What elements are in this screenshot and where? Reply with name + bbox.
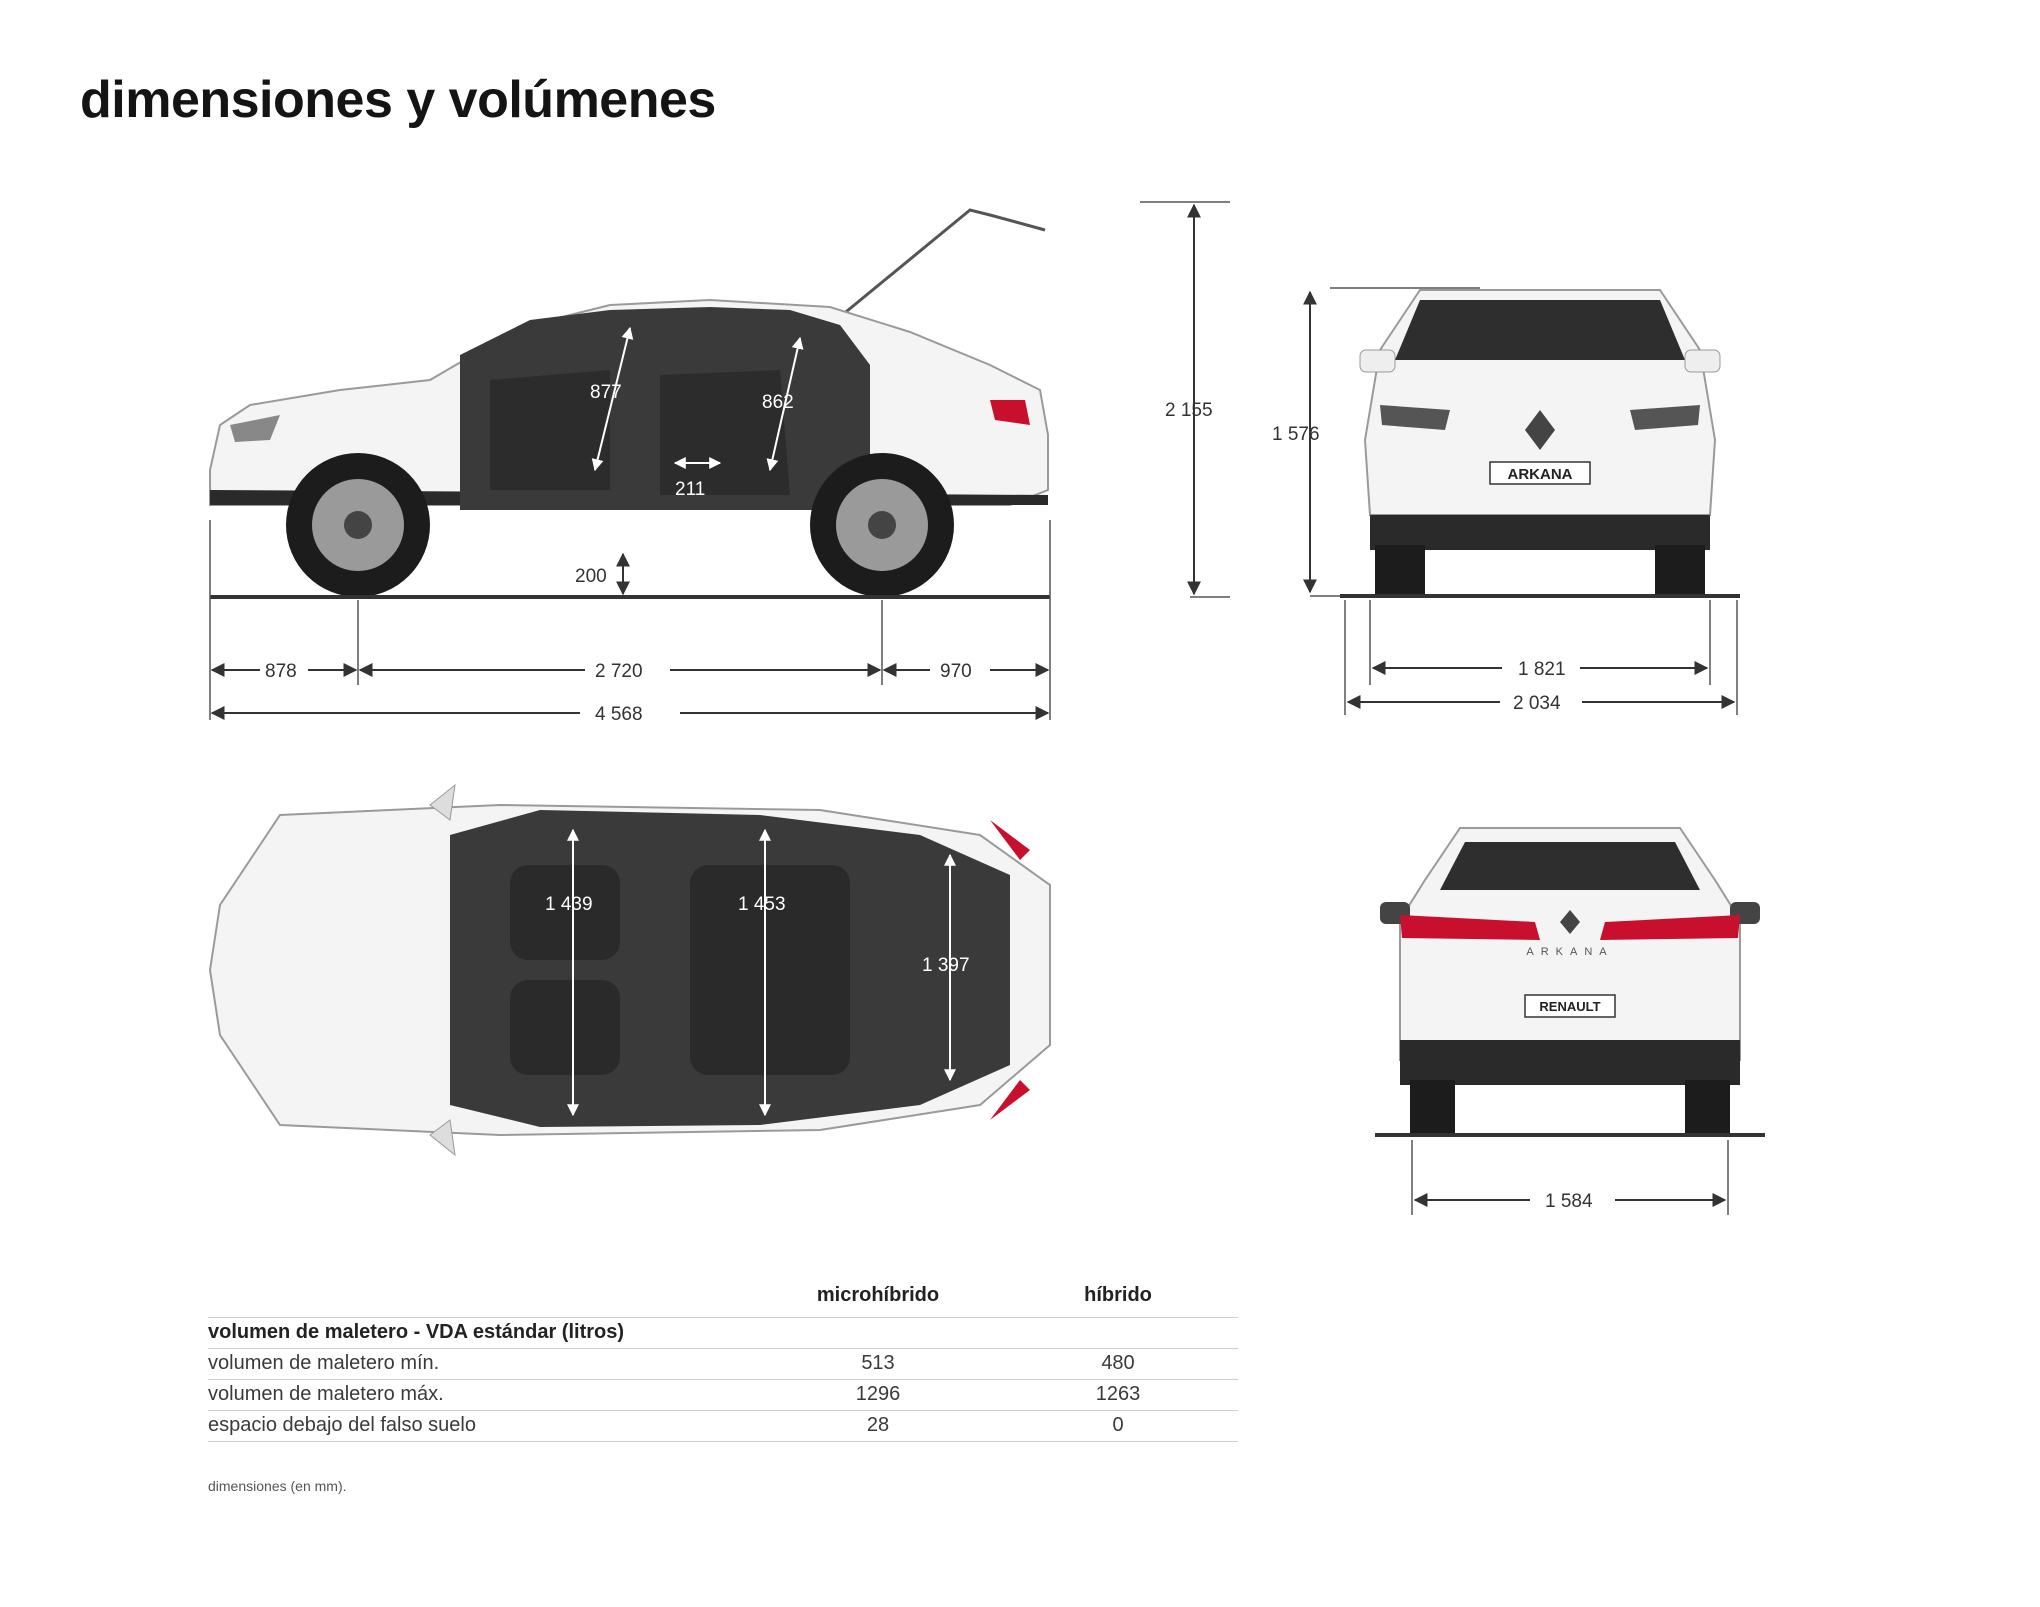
rear-view-drawing (1370, 810, 1810, 1230)
table-row (208, 1380, 1238, 1411)
top-view-drawing (200, 775, 1060, 1175)
rear-bumper (1400, 1040, 1740, 1085)
rear-view (1370, 810, 1810, 1230)
cell-microhybrid: 28 (758, 1411, 998, 1442)
side-view (190, 190, 1240, 750)
front-height-label: 1 576 (1272, 424, 1320, 445)
table-row (208, 1349, 1238, 1380)
overall-width-label: 2 034 (1513, 693, 1561, 714)
footnote: dimensiones (en mm). (208, 1478, 347, 1494)
front-view-drawing (1270, 270, 1810, 730)
table-header-row (208, 1280, 1238, 1318)
rear-seat (660, 370, 790, 495)
tailgate-open-outline (830, 210, 1045, 325)
left-mirror (1360, 350, 1395, 372)
column-header-microhybrid: microhíbrido (816, 1284, 940, 1306)
rear-right-tyre (1685, 1080, 1730, 1135)
row-label: volumen de maletero máx. (208, 1380, 758, 1411)
cell-hybrid: 0 (998, 1411, 1238, 1442)
front-overhang-label: 878 (265, 661, 297, 682)
row-label: espacio debajo del falso suelo (208, 1411, 758, 1442)
front-badge: ARKANA (1507, 466, 1573, 483)
cell-microhybrid: 513 (758, 1349, 998, 1380)
rear-badge: ARKANA (1526, 946, 1614, 958)
side-view-drawing (190, 190, 1240, 750)
top-view (200, 775, 1060, 1175)
cell-microhybrid: 1296 (758, 1380, 998, 1411)
windscreen (1395, 300, 1685, 360)
cell-hybrid: 1263 (998, 1380, 1238, 1411)
rear-window (1440, 842, 1700, 890)
boot-volume-table (208, 1280, 1238, 1442)
rear-overhang-label: 970 (940, 661, 972, 682)
table-section-row (208, 1318, 1238, 1349)
front-view (1270, 270, 1810, 730)
tailgate-height-dimension (1140, 190, 1260, 610)
interior-height-front-label: 877 (590, 382, 622, 403)
right-mirror (1685, 350, 1720, 372)
table-row (208, 1411, 1238, 1442)
rear-elbow-width-label: 1 453 (738, 894, 786, 915)
boot-width-label: 1 397 (922, 955, 970, 976)
row-label: volumen de maletero mín. (208, 1349, 758, 1380)
page-title: dimensiones y volúmenes (80, 71, 716, 129)
front-left-tyre (1375, 545, 1425, 597)
overall-length-label: 4 568 (595, 704, 643, 725)
rear-legroom-label: 211 (675, 479, 706, 500)
wheelbase-label: 2 720 (595, 661, 643, 682)
cell-hybrid: 480 (998, 1349, 1238, 1380)
rear-plate: RENAULT (1539, 999, 1601, 1014)
height-tailgate-open-label: 2 155 (1165, 400, 1213, 421)
front-elbow-width-label: 1 439 (545, 894, 593, 915)
rear-left-tyre (1410, 1080, 1455, 1135)
ground-clearance-label: 200 (575, 566, 607, 587)
front-bumper (1370, 515, 1710, 550)
front-right-seat (510, 980, 620, 1075)
front-right-tyre (1655, 545, 1705, 597)
rear-track-label: 1 584 (1545, 1191, 1593, 1212)
front-track-label: 1 821 (1518, 659, 1566, 680)
section-label: volumen de maletero - VDA estándar (litros) (208, 1318, 1238, 1349)
column-header-hybrid: híbrido (1084, 1284, 1152, 1306)
interior-height-rear-label: 862 (762, 392, 794, 413)
